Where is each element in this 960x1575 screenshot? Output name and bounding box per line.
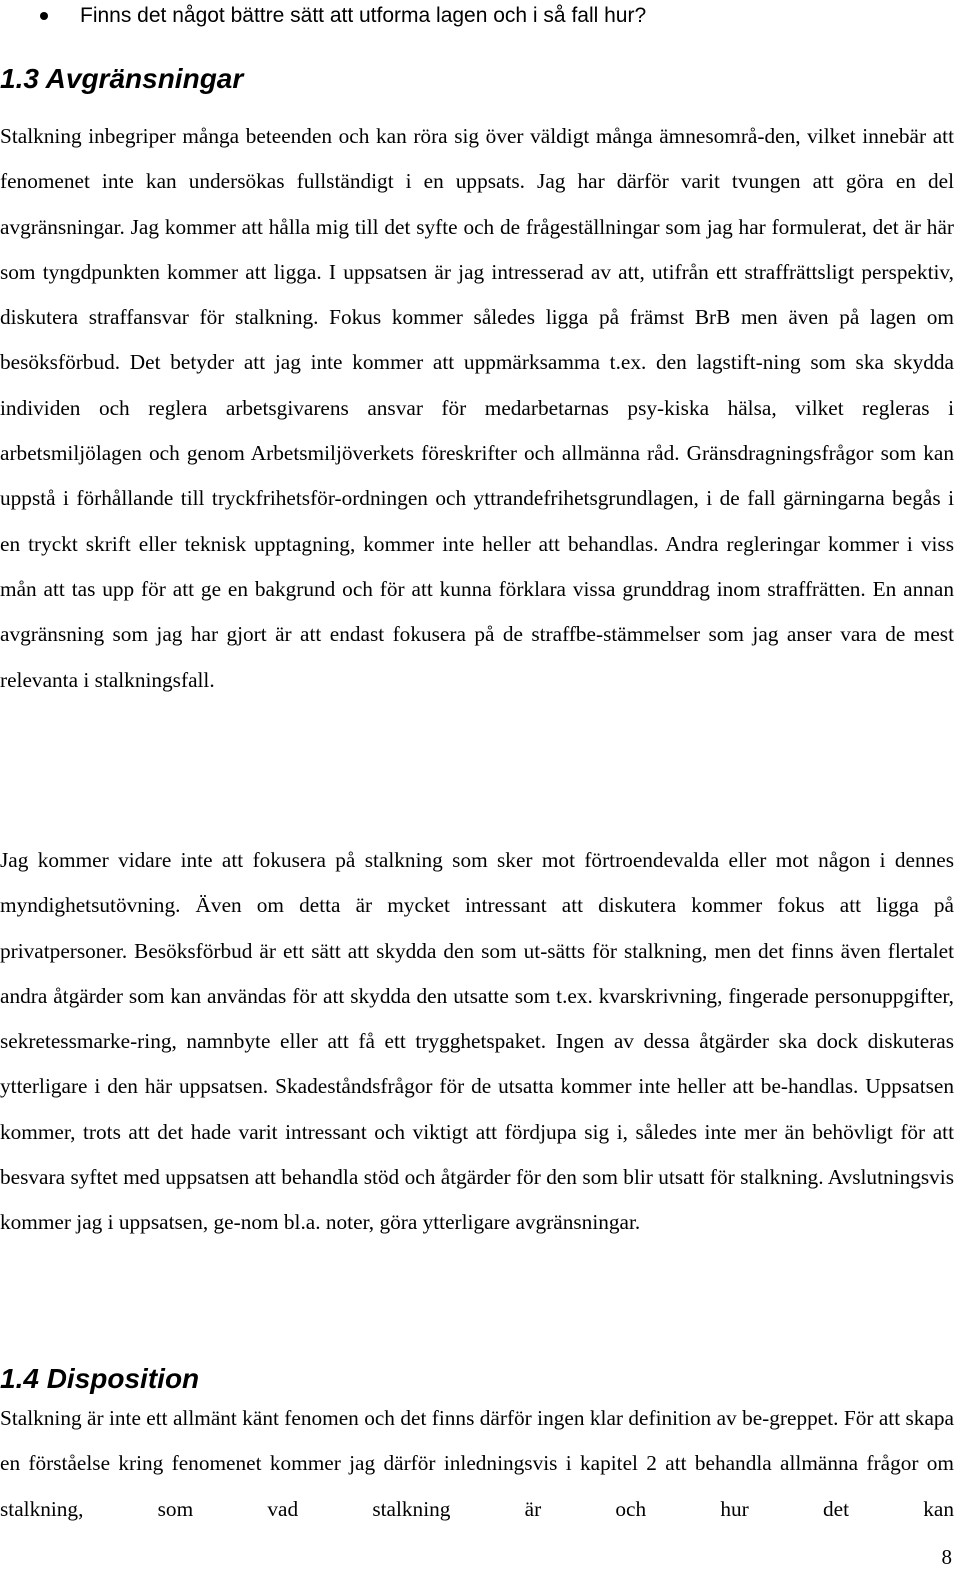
bullet-icon: [40, 12, 48, 20]
paragraph: Stalkning är inte ett allmänt känt fenomen och det finns därför ingen klar definition av be-greppet. För att skapa en förståelse kring fenomenet kommer jag därför inledningsvis i kapitel 2 att behandla allmänna frågor om stalkning, som vad stalkning är och hur det kan: [0, 1406, 954, 1521]
section-heading-avgransningar: 1.3 Avgränsningar: [0, 63, 244, 94]
section-heading-disposition: 1.4 Disposition: [0, 1363, 200, 1394]
paragraph: Stalkning inbegriper många beteenden och kan röra sig över väldigt många ämnesområ-den, vilket innebär att fenomenet inte kan undersökas fullständigt i en uppsats. Jag har därför varit tvungen att göra en del avgränsningar. Jag kommer att hålla mig till det syfte och de frågeställningar som jag har formulerat, det är här som tyngdpunkten kommer att ligga. I uppsatsen är jag intresserad av att, utifrån ett straffrättsligt perspektiv, diskutera straffansvar för stalkning. Fokus kommer således ligga på främst BrB men även på lagen om besöksförbud. Det betyder att jag inte kommer att uppmärksamma t.ex. den lagstift-ning som ska skydda individen och reglera arbetsgivarens ansvar för medarbetarnas psy-kiska hälsa, vilket regleras i arbetsmiljölagen och genom Arbetsmiljöverkets föreskrifter och allmänna råd. Gränsdragningsfrågor som kan uppstå i förhållande till tryckfrihetsför-ordningen och yttrandefrihetsgrundlagen, i de fall gärningarna begås i en tryckt skrift eller teknisk upptagning, kommer inte heller att behandlas. Andra regleringar kommer i viss mån att tas upp för att ge en bakgrund och för att kunna förklara vissa grunddrag inom straffrätten. En annan avgränsning som jag har gjort är att endast fokusera på de straffbe-stämmelser som jag anser vara de mest relevanta i stalkningsfall.: [0, 124, 954, 692]
page-number: 8: [941, 1545, 952, 1569]
list-item: [0, 1, 960, 31]
question-list: [0, 0, 960, 30]
list-item-text: Finns det något bättre sätt att utforma lagen och i så fall hur?: [80, 4, 647, 27]
paragraph: Jag kommer vidare inte att fokusera på stalkning som sker mot förtroendevalda eller mot någon i dennes myndighetsutövning. Även om detta är mycket intressant att diskutera kommer fokus att ligga på privatpersoner. Besöksförbud är ett sätt att skydda den som ut-sätts för stalkning, men det finns även flertalet andra åtgärder som kan användas för att skydda den utsatte som t.ex. kvarskrivning, fingerade personuppgifter, sekretessmarke-ring, namnbyte eller att få ett trygghetspaket. Ingen av dessa åtgärder ska dock diskuteras ytterligare i den här uppsatsen. Skadeståndsfrågor för de utsatta kommer inte heller att be-handlas. Uppsatsen kommer, trots att det hade varit intressant och viktigt att fördjupa sig i, således inte mer än behövligt för att besvara syftet med uppsatsen att behandla stöd och åtgärder för den som blir utsatt för stalkning. Avslutningsvis kommer jag i uppsatsen, ge-nom bl.a. noter, göra ytterligare avgränsningar.: [0, 848, 954, 1235]
